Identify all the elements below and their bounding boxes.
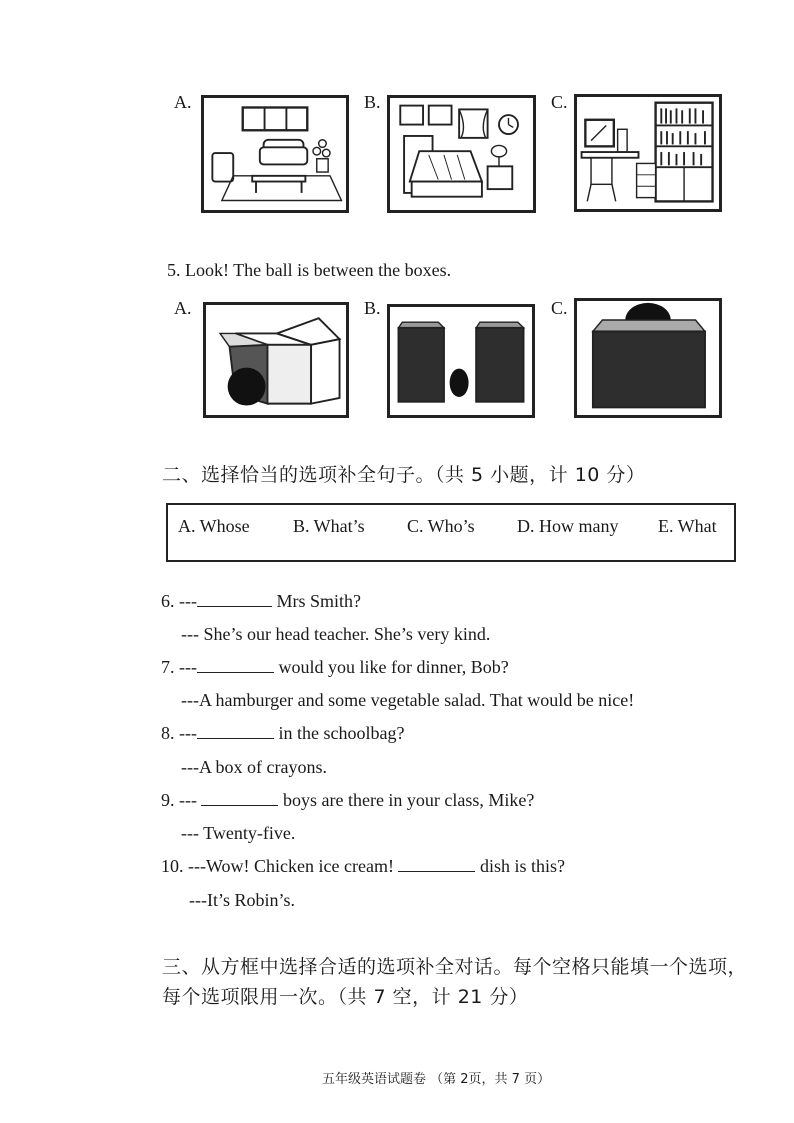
question-9-suffix: boys are there in your class, Mike? bbox=[278, 790, 535, 810]
question-7-answer: ---A hamburger and some vegetable salad. That would be nice! bbox=[181, 690, 635, 710]
question-9-answer: --- Twenty-five. bbox=[181, 823, 296, 843]
question-8-blank[interactable] bbox=[197, 723, 274, 739]
living-room-icon bbox=[204, 98, 346, 210]
question-10 bbox=[161, 856, 565, 877]
q5-option-c-label: C. bbox=[551, 298, 568, 318]
q5-option-a-ball-under-box-picture bbox=[203, 302, 349, 418]
q5-stem: 5. Look! The ball is between the boxes. bbox=[167, 260, 452, 280]
question-6-blank[interactable] bbox=[197, 591, 272, 607]
q4-option-c-study-picture bbox=[574, 94, 722, 212]
question-6-prefix: 6. --- bbox=[161, 591, 197, 611]
q5-option-b-label: B. bbox=[364, 298, 381, 318]
choice-d: D. How many bbox=[517, 516, 619, 536]
study-room-icon bbox=[577, 97, 719, 209]
question-7-suffix: would you like for dinner, Bob? bbox=[273, 657, 509, 677]
question-9-blank[interactable] bbox=[201, 790, 278, 806]
ball-between-boxes-icon bbox=[390, 307, 532, 415]
q4-option-a-label: A. bbox=[174, 92, 192, 112]
choice-c: C. Who’s bbox=[407, 516, 475, 536]
question-7 bbox=[161, 657, 509, 678]
section-3-heading-line-1: 三、从方框中选择合适的选项补全对话。每个空格只能填一个选项， bbox=[162, 956, 748, 978]
q4-option-a-living-room-picture bbox=[201, 95, 349, 213]
bedroom-icon bbox=[390, 98, 533, 210]
q5-option-a-label: A. bbox=[174, 298, 192, 318]
q4-option-c-label: C. bbox=[551, 92, 568, 112]
q4-option-b-bedroom-picture bbox=[387, 95, 536, 213]
question-7-blank[interactable] bbox=[197, 657, 274, 673]
question-8 bbox=[161, 723, 404, 744]
question-8-suffix: in the schoolbag? bbox=[273, 723, 405, 743]
question-6-suffix: Mrs Smith? bbox=[271, 591, 361, 611]
ball-behind-box-icon bbox=[577, 301, 719, 415]
question-6-answer: --- She’s our head teacher. She’s very kind. bbox=[181, 624, 491, 644]
q4-option-b-label: B. bbox=[364, 92, 381, 112]
question-10-suffix: dish is this? bbox=[475, 856, 565, 876]
section-2-heading: 二、选择恰当的选项补全句子。（共 5 小题，计 10 分） bbox=[162, 464, 646, 486]
choice-e: E. What bbox=[658, 516, 717, 536]
q5-option-c-ball-behind-box-picture bbox=[574, 298, 722, 418]
question-9 bbox=[161, 790, 534, 811]
section-3-heading-line-2: 每个选项限用一次。（共 7 空，计 21 分） bbox=[162, 986, 529, 1008]
question-10-blank[interactable] bbox=[398, 856, 475, 872]
question-10-answer: ---It’s Robin’s. bbox=[189, 890, 295, 910]
choice-b: B. What’s bbox=[293, 516, 365, 536]
question-8-answer: ---A box of crayons. bbox=[181, 757, 327, 777]
question-7-prefix: 7. --- bbox=[161, 657, 197, 677]
section-2-choice-box bbox=[166, 503, 736, 562]
question-10-prefix: 10. ---Wow! Chicken ice cream! bbox=[161, 856, 399, 876]
question-8-prefix: 8. --- bbox=[161, 723, 197, 743]
question-6 bbox=[161, 591, 361, 612]
page-footer: 五年级英语试题卷 （第 2页，共 7 页） bbox=[322, 1072, 551, 1087]
question-9-prefix: 9. --- bbox=[161, 790, 202, 810]
q5-option-b-ball-between-boxes-picture bbox=[387, 304, 535, 418]
open-box-ball-icon bbox=[206, 305, 346, 415]
choice-a: A. Whose bbox=[178, 516, 250, 536]
